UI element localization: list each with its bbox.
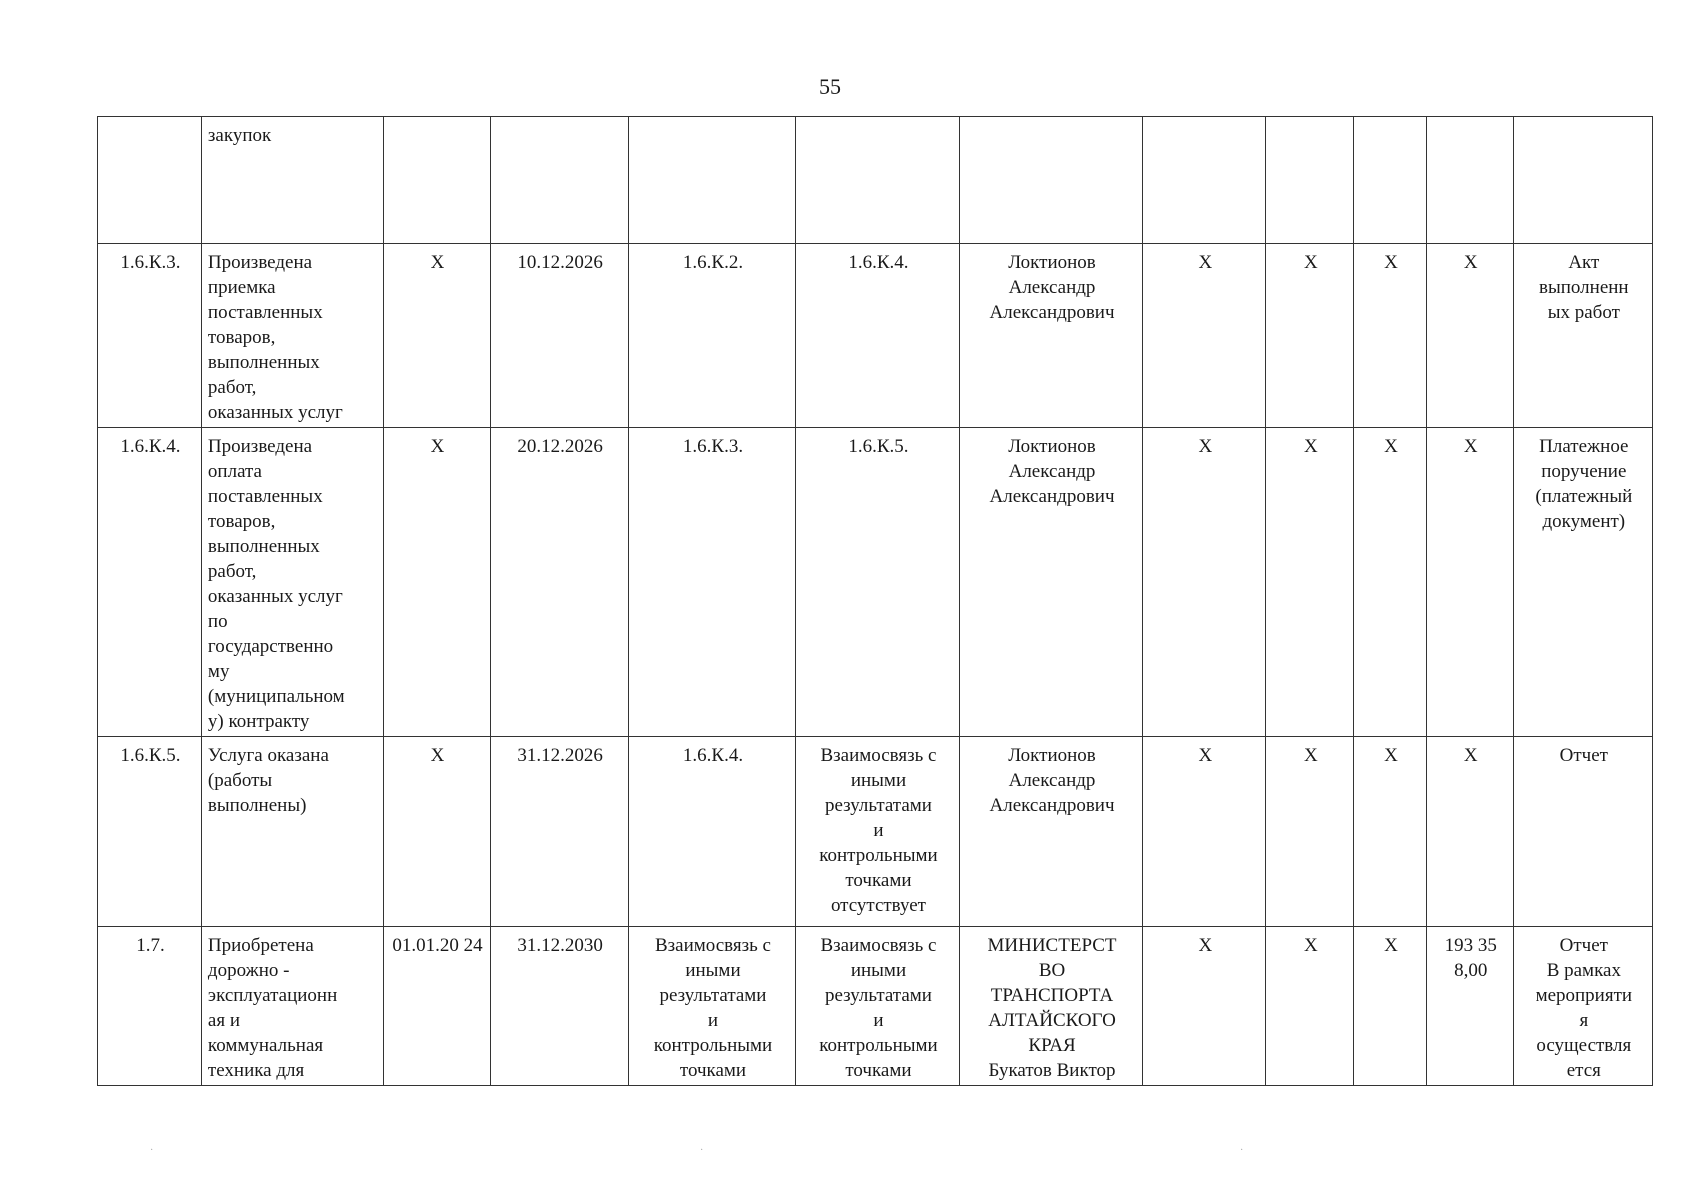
cell-line: Услуга оказана — [207, 745, 329, 766]
row-predecessor — [628, 737, 796, 927]
cell-line: X — [1463, 745, 1478, 766]
cell-line: контрольными — [653, 1035, 773, 1056]
cell-line: Произведена — [207, 252, 313, 273]
row-code: 1.6.К.3. — [98, 244, 202, 428]
row-document — [1513, 117, 1652, 244]
cell-line: оказанных услуг — [207, 402, 343, 423]
cell-line: дорожно - — [207, 960, 290, 981]
cell-line: ВО — [1038, 960, 1066, 981]
cell-line: контрольными — [819, 1035, 938, 1056]
cell-line: В рамках — [1546, 960, 1621, 981]
cell-line: Александр — [1008, 277, 1096, 298]
row-document — [1513, 737, 1652, 927]
row-end-date: 31.12.2026 — [490, 737, 628, 927]
cell-line: (работы — [207, 770, 273, 791]
row-col11 — [1426, 117, 1513, 244]
cell-line: Локтионов — [1008, 252, 1096, 273]
table-body — [98, 117, 1653, 1086]
table-row — [98, 244, 1653, 428]
cell-line: ТРАНСПОРТА — [990, 985, 1114, 1006]
table-row — [98, 117, 1653, 244]
row-document — [1513, 927, 1652, 1086]
row-start-date: X — [383, 737, 490, 927]
cell-line: Взаимосвязь с — [654, 935, 771, 956]
cell-line: закупок — [207, 125, 272, 146]
cell-line: Взаимосвязь с — [820, 745, 937, 766]
row-start-date: X — [383, 428, 490, 737]
row-successor — [796, 117, 959, 244]
row-col10: X — [1354, 244, 1427, 428]
row-predecessor — [628, 244, 796, 428]
cell-line: Отчет — [1559, 935, 1608, 956]
cell-line: Взаимосвязь с — [820, 935, 937, 956]
cell-line: работ, — [207, 561, 257, 582]
row-name — [201, 117, 383, 244]
cell-line: 1.6.К.4. — [682, 745, 744, 766]
row-successor — [796, 244, 959, 428]
row-start-date: X — [383, 244, 490, 428]
row-start-date — [383, 117, 490, 244]
cell-line: Александр — [1008, 770, 1096, 791]
cell-line: Отчет — [1559, 745, 1608, 766]
cell-line: X — [1463, 436, 1478, 457]
row-col9: X — [1266, 927, 1354, 1086]
cell-line: Александр — [1008, 461, 1096, 482]
row-responsible — [959, 428, 1143, 737]
row-col8: X — [1143, 244, 1266, 428]
cell-line: документ) — [1542, 511, 1626, 532]
cell-line: иными — [685, 960, 741, 981]
cell-line: (платежный — [1535, 486, 1633, 507]
cell-line: результатами — [659, 985, 767, 1006]
cell-line: приемка — [207, 277, 276, 298]
cell-line: Локтионов — [1008, 436, 1096, 457]
cell-line: и — [873, 820, 884, 841]
cell-line: выполненных — [207, 536, 320, 557]
cell-line: точками — [679, 1060, 747, 1081]
cell-line: государственно — [207, 636, 334, 657]
cell-line: X — [1463, 252, 1478, 273]
cell-line: поручение — [1541, 461, 1627, 482]
row-col10: X — [1354, 927, 1427, 1086]
row-responsible — [959, 117, 1143, 244]
cell-line: Александрович — [989, 302, 1115, 323]
cell-line: АЛТАЙСКОГО — [988, 1010, 1116, 1031]
row-document — [1513, 428, 1652, 737]
cell-line: я — [1579, 1010, 1589, 1031]
row-predecessor — [628, 117, 796, 244]
cell-line: товаров, — [207, 327, 276, 348]
row-col9: X — [1266, 737, 1354, 927]
cell-line: 1.6.К.2. — [682, 252, 744, 273]
cell-line: мероприяти — [1535, 985, 1633, 1006]
row-col11 — [1426, 927, 1513, 1086]
row-col11 — [1426, 428, 1513, 737]
cell-line: ых работ — [1547, 302, 1620, 323]
cell-line: выполненн — [1539, 277, 1629, 298]
row-name — [201, 428, 383, 737]
cell-line: 1.6.К.5. — [848, 436, 909, 457]
cell-line: контрольными — [819, 845, 938, 866]
row-col8: X — [1143, 927, 1266, 1086]
cell-line: Александрович — [989, 795, 1115, 816]
cell-line: точками — [845, 1060, 912, 1081]
cell-line: Приобретена — [207, 935, 314, 956]
cell-line: и — [873, 1010, 884, 1031]
cell-line: коммунальная — [207, 1035, 324, 1056]
page-number: 55 — [819, 74, 841, 99]
cell-line: ая и — [207, 1010, 241, 1031]
row-col10: X — [1354, 737, 1427, 927]
row-end-date: 20.12.2026 — [490, 428, 628, 737]
results-table — [97, 116, 1653, 1086]
table-row — [98, 428, 1653, 737]
row-col9: X — [1266, 428, 1354, 737]
row-col9: X — [1266, 244, 1354, 428]
row-col10 — [1354, 117, 1427, 244]
cell-line: (муниципальном — [207, 686, 345, 707]
row-col11 — [1426, 244, 1513, 428]
row-predecessor — [628, 428, 796, 737]
row-col11 — [1426, 737, 1513, 927]
scan-artifact: · — [700, 1145, 704, 1156]
cell-line: поставленных — [207, 302, 323, 323]
cell-line: отсутствует — [830, 895, 926, 916]
cell-line: поставленных — [207, 486, 323, 507]
cell-line: результатами — [824, 985, 932, 1006]
cell-line: МИНИСТЕРСТ — [987, 935, 1117, 956]
row-responsible — [959, 927, 1143, 1086]
row-col8: X — [1143, 428, 1266, 737]
row-code: 1.6.К.5. — [98, 737, 202, 927]
cell-line: Букатов Виктор — [988, 1060, 1116, 1081]
cell-line: оказанных услуг — [207, 586, 343, 607]
cell-line: 193 35 — [1444, 935, 1497, 956]
cell-line: Платежное — [1539, 436, 1629, 457]
row-name — [201, 927, 383, 1086]
cell-line: работ, — [207, 377, 257, 398]
cell-line: результатами — [824, 795, 932, 816]
row-col9 — [1266, 117, 1354, 244]
cell-line: по — [207, 611, 228, 632]
row-col8 — [1143, 117, 1266, 244]
cell-line: Акт — [1568, 252, 1600, 273]
row-col10: X — [1354, 428, 1427, 737]
table-row — [98, 737, 1653, 927]
row-code: 1.7. — [98, 927, 202, 1086]
row-start-date: 01.01.20 24 — [383, 927, 490, 1086]
cell-line: 1.6.К.4. — [848, 252, 909, 273]
row-code — [98, 117, 202, 244]
cell-line: техника для — [207, 1060, 305, 1081]
cell-line: Локтионов — [1008, 745, 1096, 766]
row-code: 1.6.К.4. — [98, 428, 202, 737]
cell-line: точками — [845, 870, 912, 891]
cell-line: 8,00 — [1454, 960, 1488, 981]
cell-line: иными — [850, 770, 907, 791]
cell-line: КРАЯ — [1028, 1035, 1076, 1056]
row-end-date: 31.12.2030 — [490, 927, 628, 1086]
cell-line: му — [207, 661, 230, 682]
row-end-date — [490, 117, 628, 244]
cell-line: у) контракту — [207, 711, 310, 732]
cell-line: выполненных — [207, 352, 320, 373]
row-successor — [796, 428, 959, 737]
row-document — [1513, 244, 1652, 428]
cell-line: эксплуатационн — [207, 985, 338, 1006]
row-name — [201, 737, 383, 927]
row-successor — [796, 737, 959, 927]
row-col8: X — [1143, 737, 1266, 927]
row-responsible — [959, 737, 1143, 927]
scan-artifact: · — [150, 1145, 154, 1156]
row-name — [201, 244, 383, 428]
cell-line: иными — [850, 960, 907, 981]
scan-artifact: · — [1240, 1145, 1244, 1156]
cell-line: ется — [1566, 1060, 1601, 1081]
row-predecessor — [628, 927, 796, 1086]
table-row — [98, 927, 1653, 1086]
row-end-date: 10.12.2026 — [490, 244, 628, 428]
cell-line: и — [707, 1010, 719, 1031]
row-successor — [796, 927, 959, 1086]
cell-line: товаров, — [207, 511, 276, 532]
cell-line: оплата — [207, 461, 262, 482]
cell-line: осуществля — [1536, 1035, 1632, 1056]
cell-line: выполнены) — [207, 795, 307, 816]
row-responsible — [959, 244, 1143, 428]
cell-line: Произведена — [207, 436, 313, 457]
cell-line: Александрович — [989, 486, 1115, 507]
cell-line: 1.6.К.3. — [682, 436, 744, 457]
